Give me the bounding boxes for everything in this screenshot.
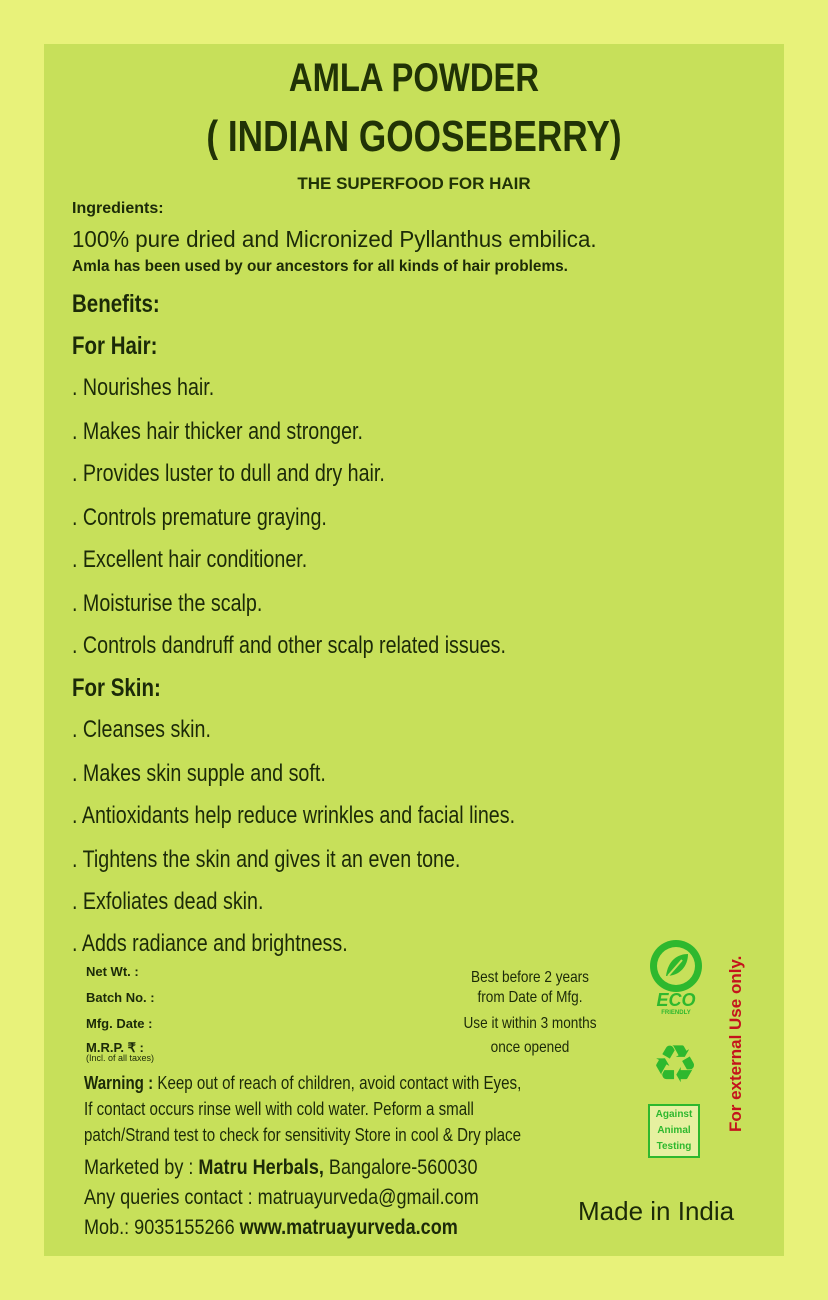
company-name: Matru Herbals, [198,1156,324,1179]
net-weight-field: Net Wt. : [86,964,139,979]
list-item: . Cleanses skin. [72,716,211,743]
mrp-note: (Incl. of all taxes) [86,1053,155,1063]
animal-badge-line: Testing [656,1141,692,1152]
mrp-field: M.R.P. ₹ : [86,1040,144,1055]
best-before-line: Best before 2 years [471,969,589,986]
website: www.matruayurveda.com [239,1216,458,1239]
list-item: . Makes hair thicker and stronger. [72,418,363,445]
made-in-india: Made in India [578,1196,735,1226]
hair-heading: For Hair: [72,332,158,360]
external-use-notice: For external Use only. [726,955,745,1132]
best-before-line: once opened [490,1039,570,1056]
list-item: . Adds radiance and brightness. [72,930,348,957]
ingredients-label: Ingredients: [72,200,164,217]
list-item: . Makes skin supple and soft. [72,760,326,787]
list-item: . Controls premature graying. [72,504,327,531]
marketed-by [84,1156,478,1180]
recycle-icon: ♻ [651,1036,699,1094]
warning-line [84,1072,521,1094]
list-item: . Antioxidants help reduce wrinkles and facial lines. [72,802,516,829]
best-before-line: from Date of Mfg. [477,989,583,1006]
skin-heading: For Skin: [72,674,161,702]
product-title: AMLA POWDER [288,56,540,100]
warning-line: If contact occurs rinse well with cold water. Peform a small [84,1099,474,1119]
list-item: . Provides luster to dull and dry hair. [72,460,385,487]
company-city: Bangalore-560030 [323,1156,478,1179]
warning-label: Warning : [84,1073,154,1093]
ingredients-text: 100% pure dried and Micronized Pyllanthus embilica. [72,226,597,252]
animal-badge-line: Against [655,1109,693,1120]
against-animal-testing-badge [648,1104,700,1158]
list-item: . Moisturise the scalp. [72,590,263,617]
batch-number-field: Batch No. : [86,990,155,1005]
benefits-heading: Benefits: [72,290,160,318]
ancestors-text: Amla has been used by our ancestors for all kinds of hair problems. [72,258,568,275]
contact-phone-web [84,1216,458,1240]
eco-label: ECO [656,990,696,1010]
marketed-label: Marketed by : [84,1156,199,1179]
phone-number: Mob.: 9035155266 [84,1216,240,1239]
product-subtitle: ( INDIAN GOOSEBERRY) [206,112,622,161]
list-item: . Tightens the skin and gives it an even tone. [72,846,461,873]
best-before-line: Use it within 3 months [463,1015,597,1032]
list-item: . Controls dandruff and other scalp related issues. [72,632,506,659]
warning-line: patch/Strand test to check for sensitivity Store in cool & Dry place [84,1125,521,1145]
mfg-date-field: Mfg. Date : [86,1016,153,1031]
animal-badge-line: Animal [657,1125,691,1136]
eco-friendly-icon [648,936,704,1022]
eco-sub-label: FRIENDLY [661,1010,691,1016]
warning-text: Keep out of reach of children, avoid contact with Eyes, [153,1073,522,1093]
list-item: . Nourishes hair. [72,374,215,401]
tagline: THE SUPERFOOD FOR HAIR [297,174,531,193]
list-item: . Exfoliates dead skin. [72,888,264,915]
list-item: . Excellent hair conditioner. [72,546,308,573]
contact-email: Any queries contact : matruayurveda@gmail.com [84,1186,479,1209]
